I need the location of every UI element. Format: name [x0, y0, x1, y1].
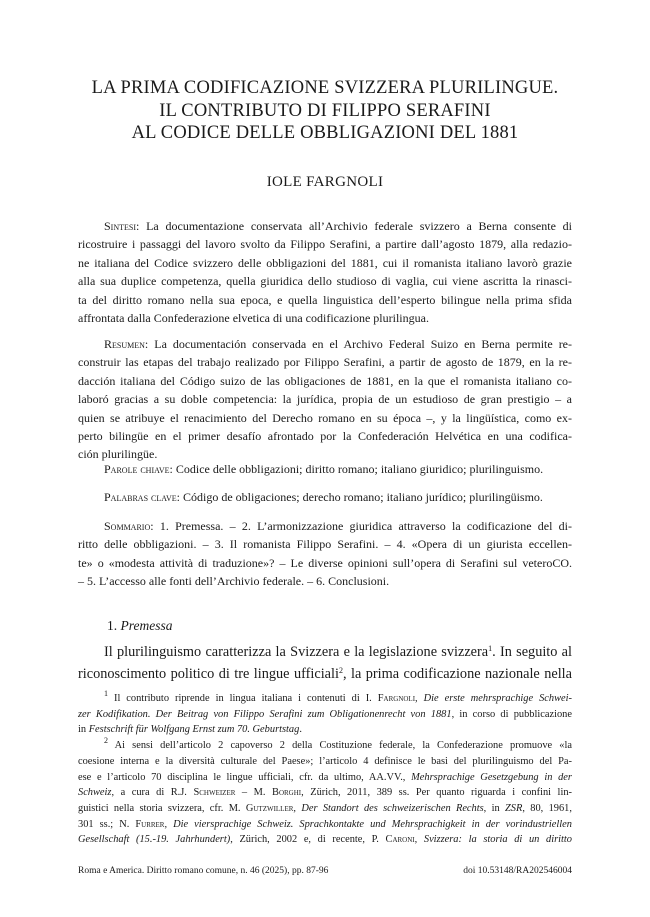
body-text-run: , la prima codificazione nazionale nella: [342, 666, 573, 682]
abstract-line: affrontata dalla Confederazione elvetica di una codificazione plurilingua.: [78, 311, 429, 326]
footnote-title: Gesellschaft (15.-19. Jahrhundert): [78, 834, 231, 846]
abstract-line: perto bilingüe en el primer desafío afrontado por la Confederación Helvética en una codifica-: [78, 429, 572, 444]
abstract-line: alla sua duplice competenza, quella giuridica dello studioso di vaglia, cui viene ascritta la rinasci-: [78, 274, 572, 289]
sintesi-label: Sintesi:: [104, 219, 140, 233]
footnote-line: [78, 722, 572, 738]
footnote-author: Schweizer: [193, 787, 236, 799]
footnote-title: , Die erste mehrsprachige Schwei-: [415, 693, 572, 704]
abstract-line: ción plurilingüe.: [78, 447, 158, 462]
footnote-text: guistici nella storia svizzera, cfr. M.: [78, 802, 241, 814]
abstract-line: [78, 335, 572, 353]
footnote-text: – M.: [241, 787, 266, 799]
footnote-number: 1: [104, 689, 108, 698]
sommario-text: 1. Premessa. – 2. L’armonizzazione giuridica attraverso la codificazione del di-: [159, 519, 572, 533]
footnote-text: Ai sensi dell’articolo 2 capoverso 2 della Costituzione federale, la Confederazione promuove «la: [114, 740, 572, 752]
footnote-text: , in: [483, 802, 500, 814]
abstract-line: ta del diritto romano nella sua epoca, e quella linguistica dell’esperto bilingue nella prima sfida: [78, 292, 572, 307]
footnote-text: , 80, 1961,: [522, 802, 572, 814]
sommario-line: ritto delle obbligazioni. – 3. Il romanista Filippo Serafini. – 4. «Opera di un giurista eccellen-: [78, 537, 572, 552]
body-text-run: Il plurilinguismo caratterizza la Svizzera e la legislazione svizzera: [104, 644, 489, 660]
footnote-line: [78, 738, 572, 754]
body-line: [78, 641, 572, 663]
abstract-line: dacción italiana del Código suizo de las obligaciones de 1881, en la que el romanista italiano co-: [78, 373, 572, 388]
footnote-number: 2: [104, 736, 108, 746]
parole-chiave: [78, 460, 572, 478]
abstract-text: La documentazione conservata all’Archivio federale svizzero a Berna consente di: [146, 219, 572, 233]
footnote-text: , Zürich, 2011, 389 ss. Per quanto riguarda i confini lin-: [301, 787, 572, 799]
keywords-line: [78, 488, 572, 506]
body-line: [78, 663, 572, 685]
title-line: LA PRIMA CODIFICAZIONE SVIZZERA PLURILINGUE.: [91, 78, 559, 98]
footnote-author: Fargnoli: [377, 693, 416, 704]
footnote-text: .: [299, 724, 302, 736]
footnote-line: [78, 785, 572, 801]
footnote-title: Mehrsprachige Gesetzgebung in der: [411, 771, 572, 783]
sintesi-abstract: [78, 217, 572, 327]
footnote-line: [78, 832, 572, 848]
footnote-title: ZSR: [505, 802, 523, 814]
section-number: 1.: [107, 618, 118, 633]
resumen-label: Resumen:: [104, 337, 149, 351]
abstract-line: [78, 217, 572, 235]
sommario-line: te» o «modesta attività di traduzione»? – Le diverse opinioni sull’opera di Serafini sul veteroCO.: [78, 555, 572, 570]
abstract-line: ricostruire i passaggi del lavoro svolto da Filippo Serafini, a partire dall’agosto 1879, alla redazio-: [78, 237, 572, 252]
footnote-title: , Der Standort des schweizerischen Rechts: [293, 802, 484, 814]
abstract-line: construir las etapas del trabajo realizado por Filippo Serafini, a partir de agosto de 1879, en la re-: [78, 355, 572, 370]
abstract-line: quien se atribuye el renacimiento del Derecho romano en su época –, y la lingüística, como ex-: [78, 410, 572, 425]
footnote-author: Caroni: [385, 834, 415, 846]
sommario-label: Sommario:: [104, 519, 154, 533]
footnote-text: 301 ss.; N.: [78, 818, 130, 830]
footnote-author: Furrer: [135, 818, 165, 830]
footnote-title: , Svizzera: la storia di un diritto: [414, 834, 572, 846]
doi-link[interactable]: doi 10.53148/RA202546004: [463, 866, 572, 876]
footnote-title: Schweiz: [78, 787, 112, 799]
footnote-line: [78, 817, 572, 833]
footnote-line: coesione interna e la diversità culturale del Paese»; l’articolo 4 definisce le basi del plurilinguismo del Pa-: [78, 755, 572, 767]
abstract-line: ne italiana del Codice svizzero delle obbligazioni del 1881, cui il romanista italiano lavorò grazie: [78, 255, 572, 270]
body-text-run: riconoscimento politico di tre lingue ufficiali: [78, 666, 339, 682]
sommario: [78, 517, 572, 591]
body-text: [78, 641, 572, 685]
keywords-line: [78, 460, 572, 478]
footnote-text: , in corso di pubblicazione: [451, 708, 572, 720]
sommario-line: [78, 517, 572, 535]
section-title: Premessa: [120, 618, 173, 633]
sommario-line: – 5. L’accesso alle fonti dell’Archivio federale. – 6. Conclusioni.: [78, 574, 390, 589]
footnote-text: Il contributo riprende in lingua italiana i contenuti di I.: [113, 693, 372, 704]
footnote-title: , Die viersprachige Schweiz. Sprachkontakte und Mehrsprachigkeit in der vorindustriellen: [164, 818, 572, 830]
palabras-clave-text: Código de obligaciones; derecho romano; italiano jurídico; plurilingüismo.: [182, 490, 543, 504]
resumen-abstract: [78, 335, 572, 464]
author-name: IOLE FARGNOLI: [266, 174, 384, 190]
footnotes: [78, 691, 572, 848]
footnote-text: , Zürich, 2002 e, di recente, P.: [230, 834, 379, 846]
title-line: AL CODICE DELLE OBBLIGAZIONI DEL 1881: [131, 123, 519, 143]
parole-chiave-label: Parole chiave:: [104, 462, 173, 476]
footnote-line: [78, 691, 572, 707]
footnote-ref[interactable]: 1: [488, 644, 493, 653]
footnote-ref[interactable]: 2: [338, 666, 343, 675]
footnote-author: Gutzwiller: [245, 802, 294, 814]
footnote-line: [78, 801, 572, 817]
title-line: IL CONTRIBUTO DI FILIPPO SERAFINI: [159, 100, 491, 121]
journal-citation: Roma e America. Diritto romano comune, n. 46 (2025), pp. 87-96: [78, 866, 329, 876]
footnote-author: Borghi: [272, 787, 302, 799]
footnote-title: Festschrift für Wolfgang Ernst zum 70. Geburtstag: [88, 724, 300, 736]
footnote-title: zer Kodifikation. Der Beitrag von Filippo Serafini zum Obligationenrecht von 1881: [78, 708, 452, 720]
footnote-text: , a cura di R.J.: [111, 787, 187, 799]
abstract-text: La documentación conservada en el Archivo Federal Suizo en Berna permite re-: [154, 337, 573, 351]
body-text-run: . In seguito al: [492, 644, 573, 660]
footnote-line: [78, 770, 572, 786]
footnote-text: in: [78, 724, 87, 736]
page-footer: [78, 866, 572, 876]
parole-chiave-text: Codice delle obbligazioni; diritto romano; italiano giuridico; plurilinguismo.: [175, 462, 544, 476]
palabras-clave: [78, 488, 572, 506]
footnote-line: [78, 707, 572, 723]
abstract-line: laboró gracias a su doble competencia: la jurídica, propia de un estudioso de gran prestigio – a: [78, 392, 572, 407]
palabras-clave-label: Palabras clave:: [104, 490, 180, 504]
section-heading: [107, 618, 173, 634]
footnote-text: ese e l’articolo 70 disciplina le lingue ufficiali, cfr. da ultimo, AA.VV.,: [78, 771, 406, 783]
article-title: [60, 77, 590, 145]
